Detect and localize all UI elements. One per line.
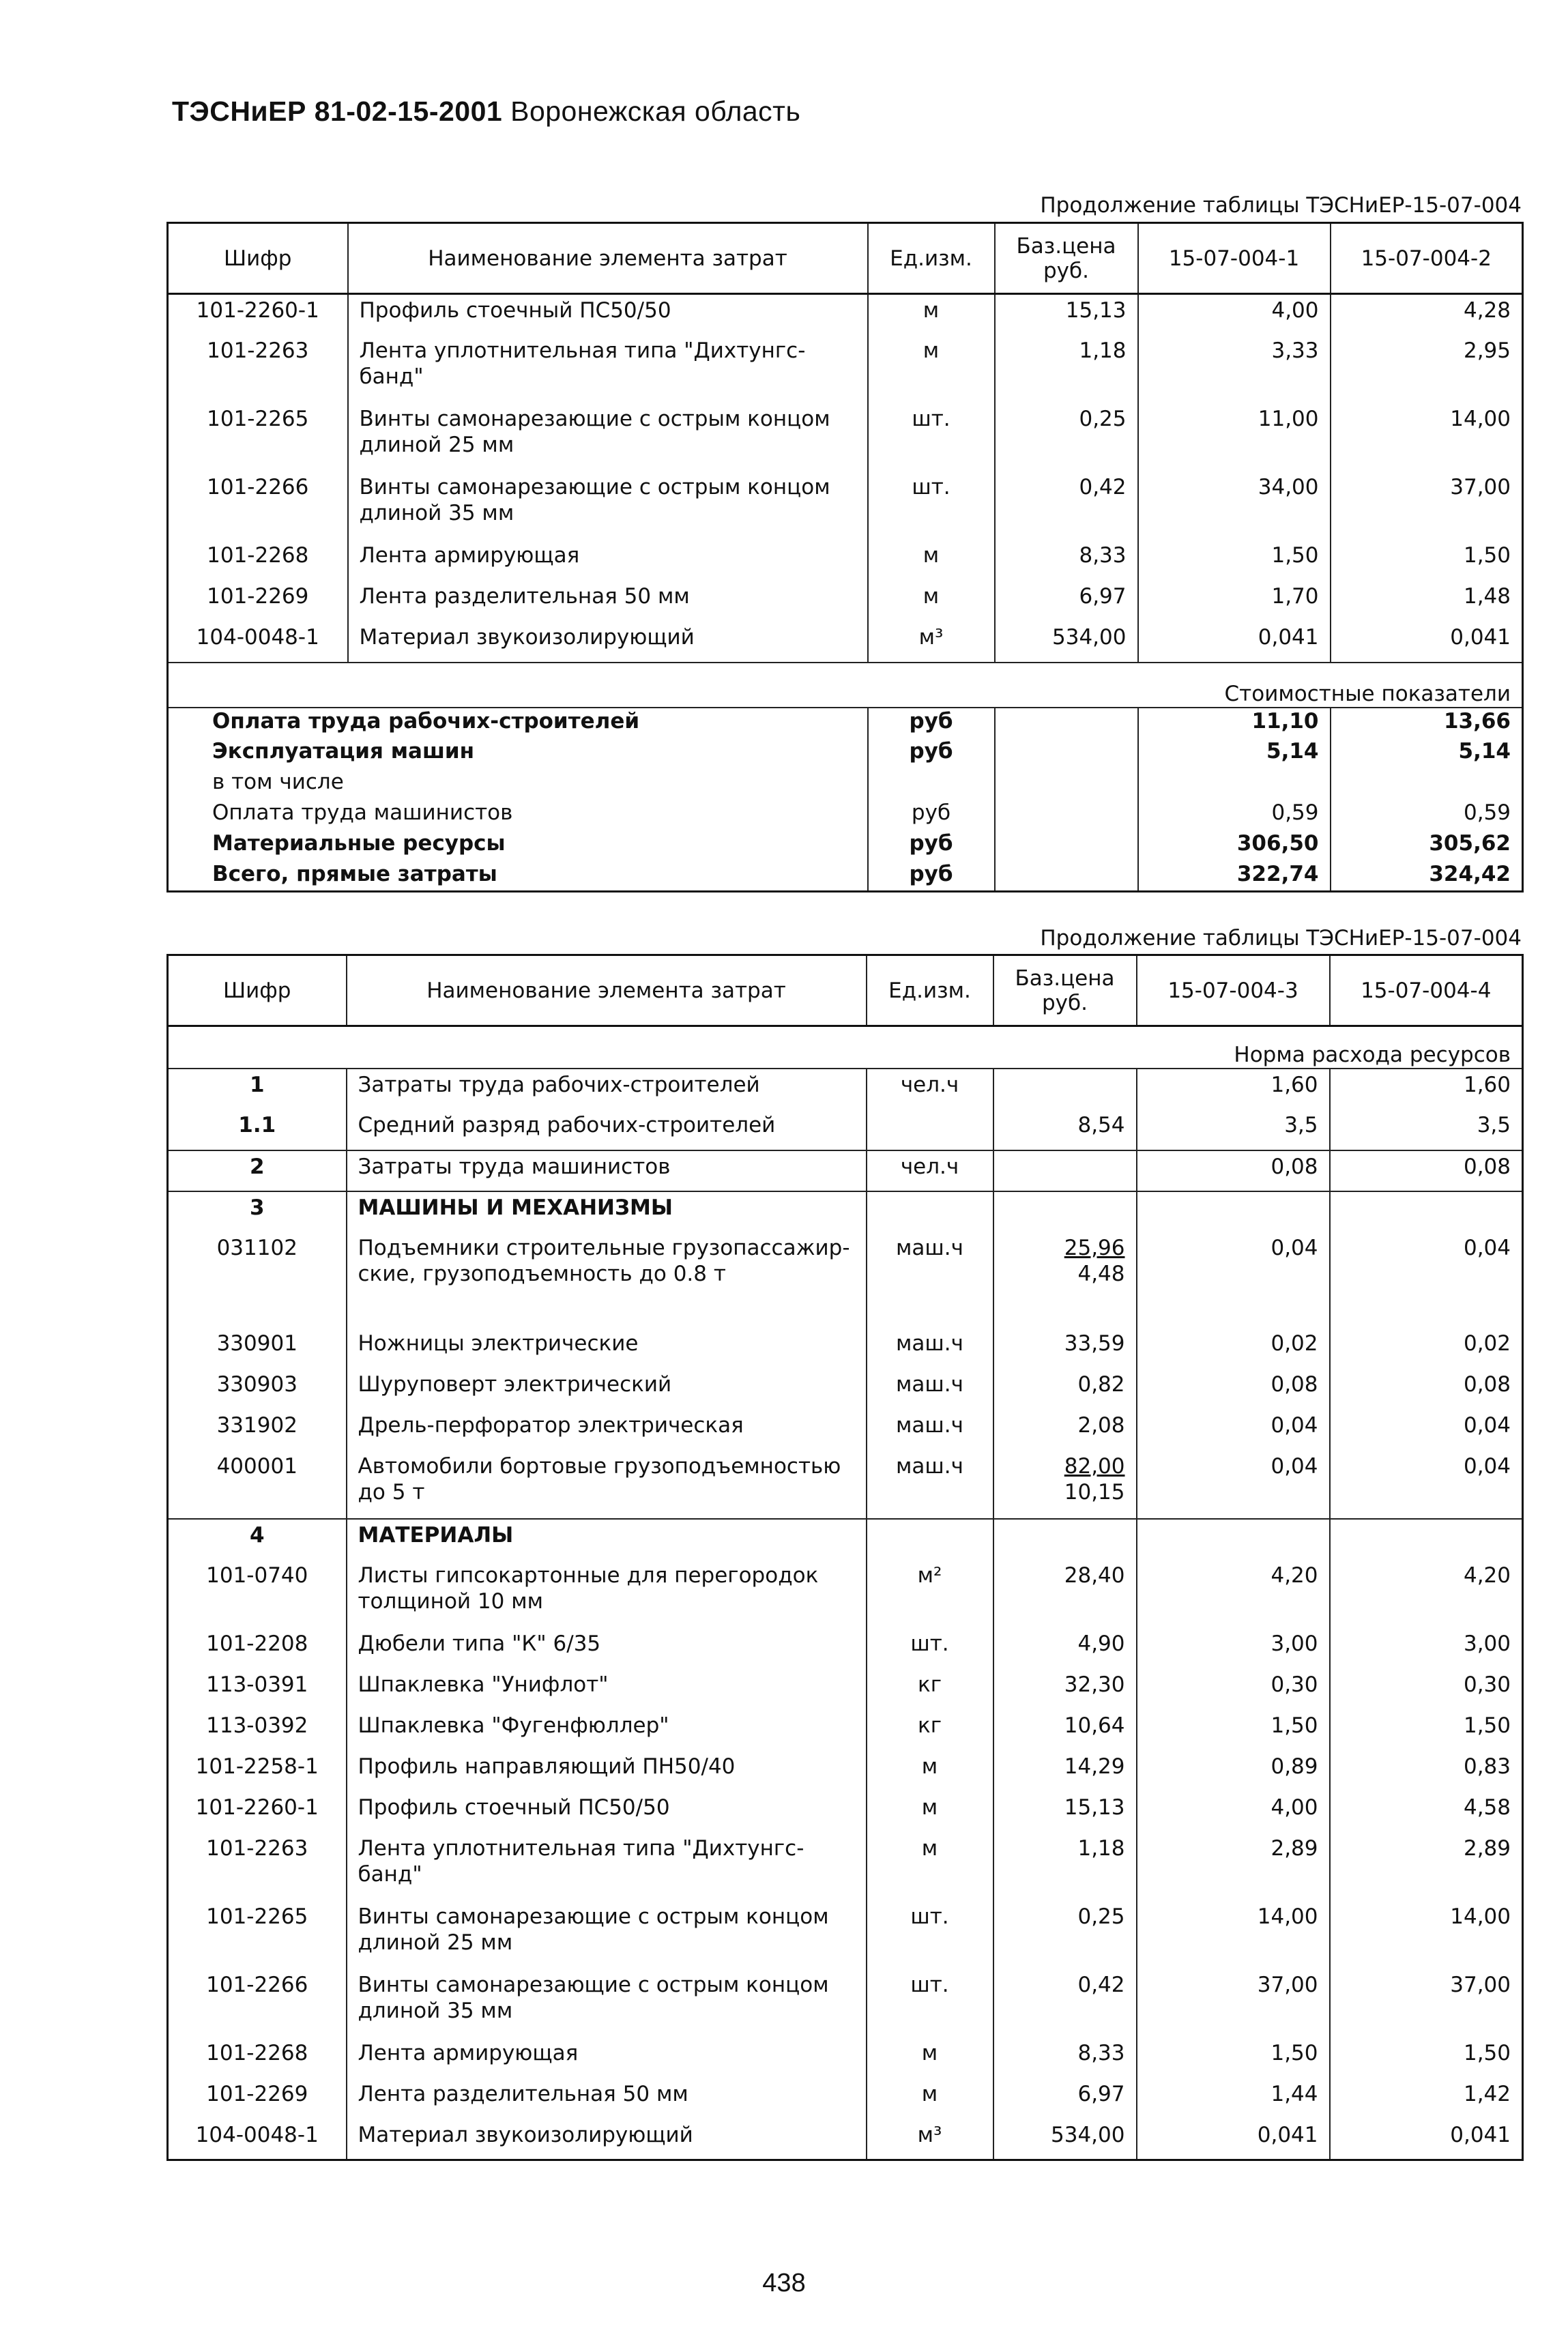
table-row (168, 1710, 1523, 1751)
row-name: Винты самонарезающие с острым концом длиной 35 мм (347, 1969, 867, 2037)
row-name: Винты самонарезающие с острым концом длиной 35 мм (348, 471, 868, 540)
cost-row (168, 708, 1523, 738)
row-norm-b: 2,89 (1330, 1833, 1523, 1901)
row-norm-b: 1,50 (1330, 2037, 1523, 2078)
row-price: 0,82 (993, 1369, 1137, 1410)
row-price: 6,97 (993, 2078, 1137, 2119)
row-norm-b: 3,5 (1330, 1109, 1523, 1150)
row-price: 534,00 (993, 2119, 1137, 2160)
cost-name: в том числе (212, 769, 344, 794)
col-header-unit: Ед.изм. (867, 955, 993, 1026)
cost-value-2: 0,59 (1331, 800, 1523, 830)
row-norm-a: 0,89 (1137, 1751, 1330, 1792)
row-code: 330903 (216, 1371, 297, 1397)
row-unit: чел.ч (867, 1069, 993, 1109)
row-norm-a: 0,041 (1137, 2119, 1330, 2160)
table2-body (168, 1069, 1523, 2160)
row-price: 33,59 (993, 1328, 1137, 1369)
row-norm-a: 0,08 (1137, 1150, 1330, 1191)
table-row (168, 1901, 1523, 1969)
row-price: 8,54 (993, 1109, 1137, 1150)
table1-header-row (168, 223, 1523, 294)
row-norm-a: 14,00 (1137, 1901, 1330, 1969)
row-code: 1 (249, 1072, 265, 1097)
cost-section-header (168, 663, 1523, 708)
row-price: 8,33 (993, 2037, 1137, 2078)
table-row (168, 581, 1523, 622)
row-name: Материал звукоизолирующий (347, 2119, 867, 2160)
row-name: Лента армирующая (347, 2037, 867, 2078)
norm-section-header (168, 1026, 1523, 1069)
row-norm-a: 11,00 (1138, 403, 1331, 471)
row-unit: м (867, 2037, 993, 2078)
table-row (168, 471, 1523, 540)
table-row (168, 1109, 1523, 1150)
row-name: Шпаклевка "Унифлот" (347, 1669, 867, 1710)
cost-name: Оплата труда рабочих-строителей (168, 708, 868, 738)
row-name: Затраты труда машинистов (347, 1150, 867, 1191)
row-unit: кг (867, 1710, 993, 1751)
cost-unit: руб (868, 738, 995, 769)
table-row (168, 1069, 1523, 1109)
table-row (168, 1451, 1523, 1519)
row-norm-a: 0,04 (1137, 1451, 1330, 1519)
row-norm-b: 0,02 (1330, 1328, 1523, 1369)
table-row (168, 1232, 1523, 1328)
cost-price-empty (995, 738, 1138, 769)
row-norm-b: 1,50 (1331, 540, 1523, 581)
row-norm-a: 1,60 (1137, 1069, 1330, 1109)
row-unit: маш.ч (867, 1451, 993, 1519)
row-norm-a: 37,00 (1137, 1969, 1330, 2037)
row-norm-a: 4,00 (1137, 1792, 1330, 1833)
row-unit: м (867, 1833, 993, 1901)
row-code: 113-0391 (206, 1672, 308, 1697)
section-empty-cell (1137, 1519, 1330, 1560)
row-code: 031102 (216, 1235, 297, 1260)
row-price: 0,25 (993, 1901, 1137, 1969)
row-code: 101-2269 (207, 583, 309, 609)
row-code: 2 (168, 1150, 347, 1191)
cost-value-1: 322,74 (1138, 861, 1331, 892)
row-name: Лента разделительная 50 мм (348, 581, 868, 622)
table-row (168, 1328, 1523, 1369)
table-row (168, 1560, 1523, 1628)
cost-row (168, 830, 1523, 861)
row-code: 104-0048-1 (196, 624, 319, 650)
table-row (168, 2119, 1523, 2160)
row-name: Профиль стоечный ПС50/50 (348, 294, 868, 335)
cost-unit: руб (868, 708, 995, 738)
col-header-norm-1: 15-07-004-1 (1138, 223, 1331, 294)
row-code: 101-2266 (206, 1972, 308, 1997)
table-row (168, 1833, 1523, 1901)
row-unit: м (867, 1751, 993, 1792)
row-price: 32,30 (993, 1669, 1137, 1710)
row-norm-b: 4,20 (1330, 1560, 1523, 1628)
table-row (168, 540, 1523, 581)
cost-row (168, 861, 1523, 892)
section-empty-cell (1330, 1191, 1523, 1232)
cost-value-1: 11,10 (1138, 708, 1331, 738)
row-norm-b: 0,83 (1330, 1751, 1523, 1792)
cost-price-empty (995, 708, 1138, 738)
row-norm-b: 14,00 (1330, 1901, 1523, 1969)
row-price (993, 1069, 1137, 1109)
col-header-name: Наименование элемента затрат (348, 223, 868, 294)
row-unit: м (868, 540, 995, 581)
col-header-norm-3: 15-07-004-3 (1137, 955, 1330, 1026)
section-title: МАТЕРИАЛЫ (347, 1519, 867, 1560)
cost-value-2: 305,62 (1331, 830, 1523, 861)
row-norm-b: 0,08 (1330, 1369, 1523, 1410)
cost-value-2: 5,14 (1331, 738, 1523, 769)
row-norm-a: 0,08 (1137, 1369, 1330, 1410)
row-name: Дрель-перфоратор электрическая (347, 1410, 867, 1451)
table-row (168, 403, 1523, 471)
row-norm-b: 1,50 (1330, 1710, 1523, 1751)
col-header-norm-4: 15-07-004-4 (1330, 955, 1523, 1026)
section-empty-cell (867, 1519, 993, 1560)
row-norm-b: 1,48 (1331, 581, 1523, 622)
row-unit: м (868, 294, 995, 335)
row-unit: шт. (867, 1901, 993, 1969)
cost-row (168, 738, 1523, 769)
col-header-code: Шифр (168, 955, 347, 1026)
row-norm-a: 0,04 (1137, 1232, 1330, 1328)
section-code: 4 (168, 1519, 347, 1560)
row-unit: маш.ч (867, 1369, 993, 1410)
table2-header-row (168, 955, 1523, 1026)
row-unit: шт. (868, 403, 995, 471)
row-price (993, 1150, 1137, 1191)
table-row (168, 622, 1523, 663)
row-norm-a: 1,44 (1137, 2078, 1330, 2119)
cost-header-label: Стоимостные показатели (168, 663, 1523, 708)
row-price: 0,42 (995, 471, 1138, 540)
cost-unit: руб (868, 861, 995, 892)
row-code: 1.1 (238, 1112, 276, 1137)
row-norm-a: 1,50 (1137, 1710, 1330, 1751)
cost-row (168, 769, 1523, 800)
row-norm-b: 1,60 (1330, 1069, 1523, 1109)
cost-value-2: 13,66 (1331, 708, 1523, 738)
row-norm-b: 0,041 (1330, 2119, 1523, 2160)
row-unit: м (868, 581, 995, 622)
page-number: 438 (762, 2269, 806, 2297)
row-unit: шт. (867, 1969, 993, 2037)
row-norm-a: 4,20 (1137, 1560, 1330, 1628)
cost-value-2 (1331, 769, 1523, 800)
cost-name: Эксплуатация машин (212, 738, 475, 764)
section-empty-cell (1137, 1191, 1330, 1232)
row-code: 104-0048-1 (195, 2122, 319, 2147)
cost-value-1: 5,14 (1138, 738, 1331, 769)
section-code: 3 (168, 1191, 347, 1232)
row-code: 101-2268 (207, 542, 309, 568)
table-row (168, 335, 1523, 403)
row-code: 101-2260-1 (196, 298, 319, 323)
row-norm-a: 0,041 (1138, 622, 1331, 663)
row-name: Материал звукоизолирующий (348, 622, 868, 663)
section-empty-cell (993, 1519, 1137, 1560)
row-unit: м³ (868, 622, 995, 663)
table-row (168, 1150, 1523, 1191)
row-norm-b: 0,30 (1330, 1669, 1523, 1710)
page-header (172, 96, 800, 128)
row-norm-a: 1,50 (1138, 540, 1331, 581)
table2 (166, 954, 1524, 2161)
row-norm-a: 34,00 (1138, 471, 1331, 540)
cost-value-2: 324,42 (1331, 861, 1523, 892)
row-code: 101-2269 (206, 2081, 308, 2106)
row-unit: м (867, 2078, 993, 2119)
cost-value-1: 306,50 (1138, 830, 1331, 861)
row-norm-a: 2,89 (1137, 1833, 1330, 1901)
row-name: Затраты труда рабочих-строителей (347, 1069, 867, 1109)
region-name: Воронежская область (510, 96, 801, 127)
table-row (168, 2037, 1523, 2078)
row-code: 101-2208 (206, 1631, 308, 1656)
row-norm-b: 0,04 (1330, 1232, 1523, 1328)
cost-price-empty (995, 769, 1138, 800)
row-code: 101-2263 (207, 338, 309, 363)
cost-unit (868, 769, 995, 800)
row-norm-b: 3,00 (1330, 1628, 1523, 1669)
cost-body (168, 708, 1523, 892)
cost-value-1 (1138, 769, 1331, 800)
row-code: 400001 (216, 1453, 297, 1479)
table-row (168, 2078, 1523, 2119)
row-price: 4,90 (993, 1628, 1137, 1669)
row-norm-a: 3,00 (1137, 1628, 1330, 1669)
cost-name: Всего, прямые затраты (212, 861, 497, 886)
row-norm-a: 3,33 (1138, 335, 1331, 403)
table1 (166, 222, 1524, 892)
row-norm-a: 1,70 (1138, 581, 1331, 622)
row-name: Листы гипсокартонные для перегородок толщиной 10 мм (347, 1560, 867, 1628)
row-price: 1,18 (995, 335, 1138, 403)
section-empty-cell (993, 1191, 1137, 1232)
cost-name: Оплата труда машинистов (212, 800, 513, 825)
row-unit: шт. (868, 471, 995, 540)
row-norm-b: 2,95 (1331, 335, 1523, 403)
row-price-labor: 10,15 (1064, 1479, 1125, 1505)
row-name: Лента уплотнительная типа "Дихтунгс-банд" (347, 1833, 867, 1901)
row-norm-b: 0,08 (1330, 1150, 1523, 1191)
table-row (168, 294, 1523, 335)
row-price: 15,13 (993, 1792, 1137, 1833)
norm-header-label: Норма расхода ресурсов (168, 1026, 1523, 1069)
row-code: 331902 (216, 1412, 297, 1438)
row-unit (867, 1109, 993, 1150)
row-name: Профиль направляющий ПН50/40 (347, 1751, 867, 1792)
row-code: 101-2265 (207, 406, 309, 431)
row-price: 14,29 (993, 1751, 1137, 1792)
row-norm-a: 4,00 (1138, 294, 1331, 335)
row-code: 101-2263 (206, 1835, 308, 1861)
table-row (168, 1969, 1523, 2037)
row-unit: м (867, 1792, 993, 1833)
col-header-code: Шифр (168, 223, 348, 294)
row-code: 101-2265 (206, 1904, 308, 1929)
row-name: Лента армирующая (348, 540, 868, 581)
table-row (168, 1792, 1523, 1833)
row-price: 8,33 (995, 540, 1138, 581)
row-name: Дюбели типа "К" 6/35 (347, 1628, 867, 1669)
cost-value-1: 0,59 (1138, 800, 1331, 830)
cost-price-empty (995, 800, 1138, 830)
row-price: 6,97 (995, 581, 1138, 622)
table-row (168, 1669, 1523, 1710)
col-header-unit: Ед.изм. (868, 223, 995, 294)
row-price: 15,13 (995, 294, 1138, 335)
table-row (168, 1628, 1523, 1669)
row-norm-b: 4,58 (1330, 1792, 1523, 1833)
row-norm-a: 3,5 (1137, 1109, 1330, 1150)
row-norm-b: 14,00 (1331, 403, 1523, 471)
cost-name: Материальные ресурсы (212, 830, 506, 856)
table-row (168, 1410, 1523, 1451)
row-unit: м³ (867, 2119, 993, 2160)
table1-continuation: Продолжение таблицы ТЭСНиЕР-15-07-004 (1040, 193, 1522, 218)
col-header-price: Баз.цена руб. (995, 223, 1138, 294)
row-price (993, 1232, 1137, 1328)
row-price: 0,42 (993, 1969, 1137, 2037)
row-norm-b: 0,04 (1330, 1451, 1523, 1519)
row-unit: шт. (867, 1628, 993, 1669)
row-price: 28,40 (993, 1560, 1137, 1628)
row-price: 0,25 (995, 403, 1138, 471)
section-empty-cell (867, 1191, 993, 1232)
row-name: Винты самонарезающие с острым концом длиной 25 мм (347, 1901, 867, 1969)
row-price: 10,64 (993, 1710, 1137, 1751)
row-norm-a: 0,30 (1137, 1669, 1330, 1710)
row-norm-b: 1,42 (1330, 2078, 1523, 2119)
row-price: 534,00 (995, 622, 1138, 663)
row-name: Винты самонарезающие с острым концом длиной 25 мм (348, 403, 868, 471)
row-code: 113-0392 (206, 1713, 308, 1738)
row-norm-a: 0,02 (1137, 1328, 1330, 1369)
row-norm-a: 1,50 (1137, 2037, 1330, 2078)
table2-continuation: Продолжение таблицы ТЭСНиЕР-15-07-004 (1040, 926, 1522, 950)
table1-body (168, 294, 1523, 663)
machines-section-row (168, 1191, 1523, 1232)
row-norm-b: 0,041 (1331, 622, 1523, 663)
row-code: 101-2258-1 (195, 1754, 319, 1779)
row-norm-b: 0,04 (1330, 1410, 1523, 1451)
row-name: Ножницы электрические (347, 1328, 867, 1369)
cost-unit: руб (868, 800, 995, 830)
row-price: 2,08 (993, 1410, 1137, 1451)
row-name: Автомобили бортовые грузоподъемностью до 5 т (347, 1451, 867, 1519)
row-code: 101-0740 (206, 1563, 308, 1588)
col-header-price: Баз.цена руб. (993, 955, 1137, 1026)
materials-section-row (168, 1519, 1523, 1560)
row-name: Профиль стоечный ПС50/50 (347, 1792, 867, 1833)
row-norm-b: 4,28 (1331, 294, 1523, 335)
row-unit: маш.ч (867, 1328, 993, 1369)
row-code: 101-2266 (207, 474, 309, 499)
row-code: 101-2268 (206, 2040, 308, 2065)
row-name: Шуруповерт электрический (347, 1369, 867, 1410)
row-norm-a: 0,04 (1137, 1410, 1330, 1451)
row-unit: м (868, 335, 995, 403)
row-unit: маш.ч (867, 1410, 993, 1451)
row-price-labor: 4,48 (1077, 1261, 1125, 1286)
col-header-norm-2: 15-07-004-2 (1331, 223, 1523, 294)
cost-price-empty (995, 861, 1138, 892)
table-row (168, 1369, 1523, 1410)
row-price-total: 25,96 (1064, 1235, 1125, 1260)
row-name: Подъемники строительные грузопассажир-ские, грузоподъемность до 0.8 т (347, 1232, 867, 1328)
row-norm-b: 37,00 (1331, 471, 1523, 540)
row-unit: м² (867, 1560, 993, 1628)
row-code: 101-2260-1 (195, 1795, 319, 1820)
row-price-total: 82,00 (1064, 1453, 1125, 1479)
row-unit: чел.ч (867, 1150, 993, 1191)
section-title: МАШИНЫ И МЕХАНИЗМЫ (347, 1191, 867, 1232)
row-code: 330901 (216, 1331, 297, 1356)
cost-unit: руб (868, 830, 995, 861)
row-price: 1,18 (993, 1833, 1137, 1901)
row-name: Шпаклевка "Фугенфюллер" (347, 1710, 867, 1751)
document-code: ТЭСНиЕР 81-02-15-2001 (172, 96, 503, 127)
row-unit: кг (867, 1669, 993, 1710)
row-unit: маш.ч (867, 1232, 993, 1328)
row-price (993, 1451, 1137, 1519)
row-norm-b: 37,00 (1330, 1969, 1523, 2037)
row-name: Лента уплотнительная типа "Дихтунгс-банд" (348, 335, 868, 403)
section-empty-cell (1330, 1519, 1523, 1560)
cost-row (168, 800, 1523, 830)
col-header-name: Наименование элемента затрат (347, 955, 867, 1026)
cost-price-empty (995, 830, 1138, 861)
table-row (168, 1751, 1523, 1792)
row-name: Средний разряд рабочих-строителей (347, 1109, 867, 1150)
row-name: Лента разделительная 50 мм (347, 2078, 867, 2119)
